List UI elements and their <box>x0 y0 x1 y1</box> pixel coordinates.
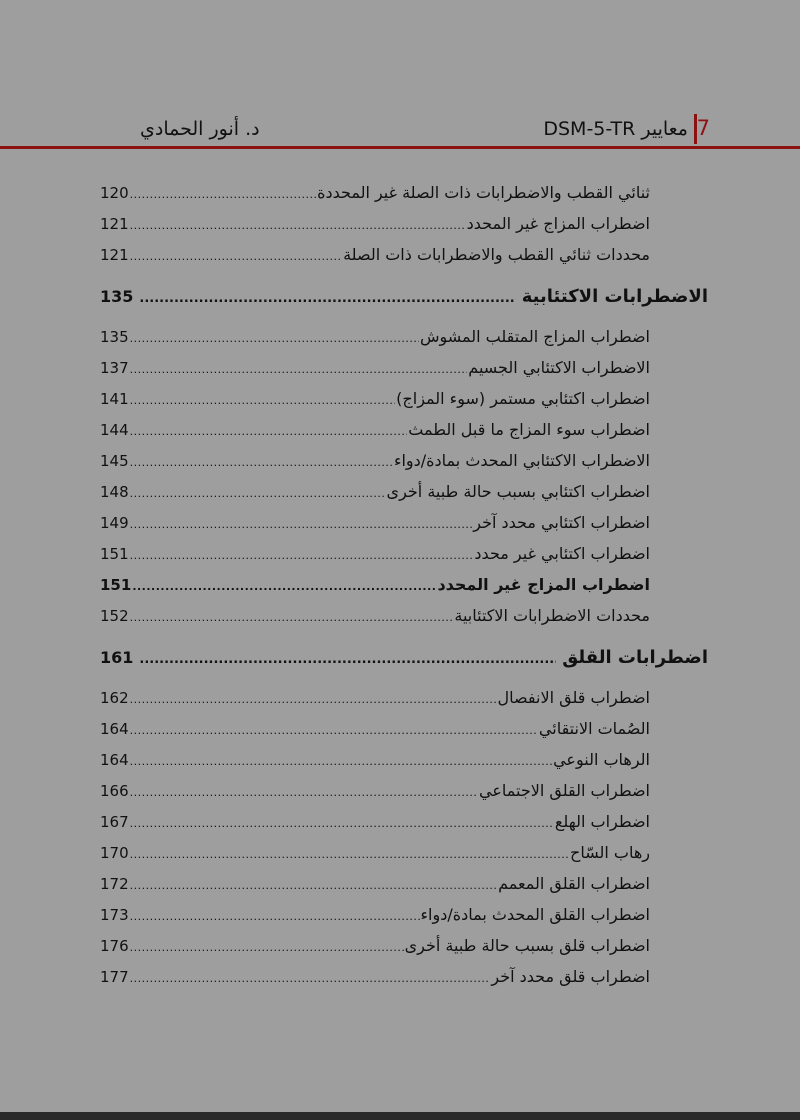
toc-entry[interactable] <box>100 513 650 544</box>
toc-title: الصُمات الانتقائي <box>538 719 650 738</box>
toc-entry[interactable] <box>100 183 650 214</box>
toc-leader-dots <box>130 755 552 768</box>
toc-entry[interactable] <box>100 606 650 637</box>
toc-page-number: 164 <box>100 751 129 769</box>
toc-page-number: 176 <box>100 937 129 955</box>
toc-title: اضطراب اكتئابي مستمر (سوء المزاج) <box>396 389 650 408</box>
toc-entry[interactable] <box>100 750 650 781</box>
page-header <box>0 0 800 148</box>
toc-leader-dots <box>130 394 396 407</box>
toc-page-number: 121 <box>100 246 129 264</box>
toc-page-number: 172 <box>100 875 129 893</box>
toc-entry[interactable] <box>100 719 650 750</box>
toc-section-heading[interactable] <box>100 647 708 678</box>
toc-title: الاضطرابات الاكتئابية <box>521 286 708 307</box>
toc-page-number: 162 <box>100 689 129 707</box>
toc-title: اضطراب سوء المزاج ما قبل الطمث <box>408 420 650 439</box>
toc-title: اضطرابات القلق <box>562 647 708 668</box>
toc-leader-dots <box>130 487 386 500</box>
toc-title: اضطراب المزاج المتقلب المشوش <box>419 327 650 346</box>
toc-title: اضطراب الهلع <box>554 812 650 831</box>
toc-entry[interactable] <box>100 905 650 936</box>
toc-title: اضطراب قلق الانفصال <box>497 688 650 707</box>
toc-page-number: 135 <box>100 328 129 346</box>
toc-leader-dots <box>130 817 554 830</box>
toc-page-number: 135 <box>100 287 134 306</box>
toc-title: محددات ثنائي القطب والاضطرابات ذات الصلة <box>343 245 650 264</box>
toc-page-number: 151 <box>100 545 129 563</box>
toc-title: محددات الاضطرابات الاكتئابية <box>454 606 650 625</box>
toc-title: اضطراب القلق المحدث بمادة/دواء <box>420 905 650 924</box>
toc-leader-dots <box>130 786 478 799</box>
toc-entry[interactable] <box>100 389 650 420</box>
toc-entry[interactable] <box>100 245 650 276</box>
toc-entry[interactable] <box>100 544 650 575</box>
bottom-edge <box>0 1112 800 1120</box>
toc-entry[interactable] <box>100 358 650 389</box>
toc-leader-dots <box>130 219 466 232</box>
toc-entry[interactable] <box>100 843 650 874</box>
toc-title: الرهاب النوعي <box>553 750 650 769</box>
toc-title: الاضطراب الاكتئابي المحدث بمادة/دواء <box>393 451 650 470</box>
toc-page-number: 141 <box>100 390 129 408</box>
toc-page-number: 177 <box>100 968 129 986</box>
toc-leader-dots <box>130 910 420 923</box>
toc-leader-dots <box>130 363 468 376</box>
toc-entry[interactable] <box>100 482 650 513</box>
toc-leader-dots <box>130 332 419 345</box>
toc-page-number: 120 <box>100 184 129 202</box>
toc-title: ثنائي القطب والاضطرابات ذات الصلة غير المحددة <box>317 183 650 202</box>
toc-title: رهاب السّاح <box>570 843 650 862</box>
toc-entry[interactable] <box>100 420 650 451</box>
book-title: معايير DSM-5-TR <box>543 118 688 140</box>
toc-leader-dots <box>130 611 454 624</box>
toc-entry[interactable] <box>100 812 650 843</box>
toc-leader-dots <box>139 291 515 306</box>
toc-title: اضطراب قلق بسبب حالة طبية أخرى <box>404 936 650 955</box>
toc-leader-dots <box>130 518 473 531</box>
toc-title: اضطراب المزاج غير المحدد <box>437 575 650 594</box>
header-rule <box>0 146 800 149</box>
toc-title: اضطراب القلق الاجتماعي <box>478 781 650 800</box>
toc-leader-dots <box>130 972 491 985</box>
toc-page-number: 152 <box>100 607 129 625</box>
toc-page-number: 164 <box>100 720 129 738</box>
toc-leader-dots <box>130 188 316 201</box>
toc-leader-dots <box>139 652 556 667</box>
toc-entry[interactable] <box>100 214 650 245</box>
toc-title: اضطراب اكتئابي بسبب حالة طبية أخرى <box>386 482 650 501</box>
toc-page-number: 121 <box>100 215 129 233</box>
toc-entry[interactable] <box>100 327 650 358</box>
toc-entry[interactable] <box>100 575 650 606</box>
table-of-contents <box>100 183 708 998</box>
toc-page-number: 151 <box>100 576 132 594</box>
toc-entry[interactable] <box>100 936 650 967</box>
toc-page-number: 149 <box>100 514 129 532</box>
toc-title: اضطراب اكتئابي غير محدد <box>474 544 650 563</box>
toc-page-number: 170 <box>100 844 129 862</box>
page-number: 7 <box>696 116 710 140</box>
toc-leader-dots <box>130 941 404 954</box>
toc-leader-dots <box>130 456 393 469</box>
toc-section-heading[interactable] <box>100 286 708 317</box>
toc-leader-dots <box>130 724 538 737</box>
toc-entry[interactable] <box>100 451 650 482</box>
toc-leader-dots <box>130 879 497 892</box>
toc-title: اضطراب قلق محدد آخر <box>491 967 650 986</box>
toc-leader-dots <box>130 549 474 562</box>
toc-entry[interactable] <box>100 874 650 905</box>
header-divider <box>694 114 697 144</box>
toc-title: الاضطراب الاكتئابي الجسيم <box>468 358 650 377</box>
author-name: د. أنور الحمادي <box>140 118 260 140</box>
toc-entry[interactable] <box>100 967 650 998</box>
toc-page-number: 166 <box>100 782 129 800</box>
toc-leader-dots <box>130 848 569 861</box>
toc-page-number: 173 <box>100 906 129 924</box>
toc-entry[interactable] <box>100 781 650 812</box>
toc-page-number: 145 <box>100 452 129 470</box>
toc-title: اضطراب القلق المعمم <box>498 874 650 893</box>
toc-title: اضطراب المزاج غير المحدد <box>466 214 650 233</box>
toc-title: اضطراب اكتئابي محدد آخر <box>473 513 650 532</box>
toc-leader-dots <box>130 250 342 263</box>
toc-page-number: 137 <box>100 359 129 377</box>
toc-leader-dots <box>130 693 497 706</box>
toc-page-number: 144 <box>100 421 129 439</box>
toc-page-number: 167 <box>100 813 129 831</box>
toc-leader-dots <box>130 425 408 438</box>
toc-entry[interactable] <box>100 688 650 719</box>
toc-page-number: 148 <box>100 483 129 501</box>
toc-leader-dots <box>132 580 436 593</box>
toc-page-number: 161 <box>100 648 134 667</box>
